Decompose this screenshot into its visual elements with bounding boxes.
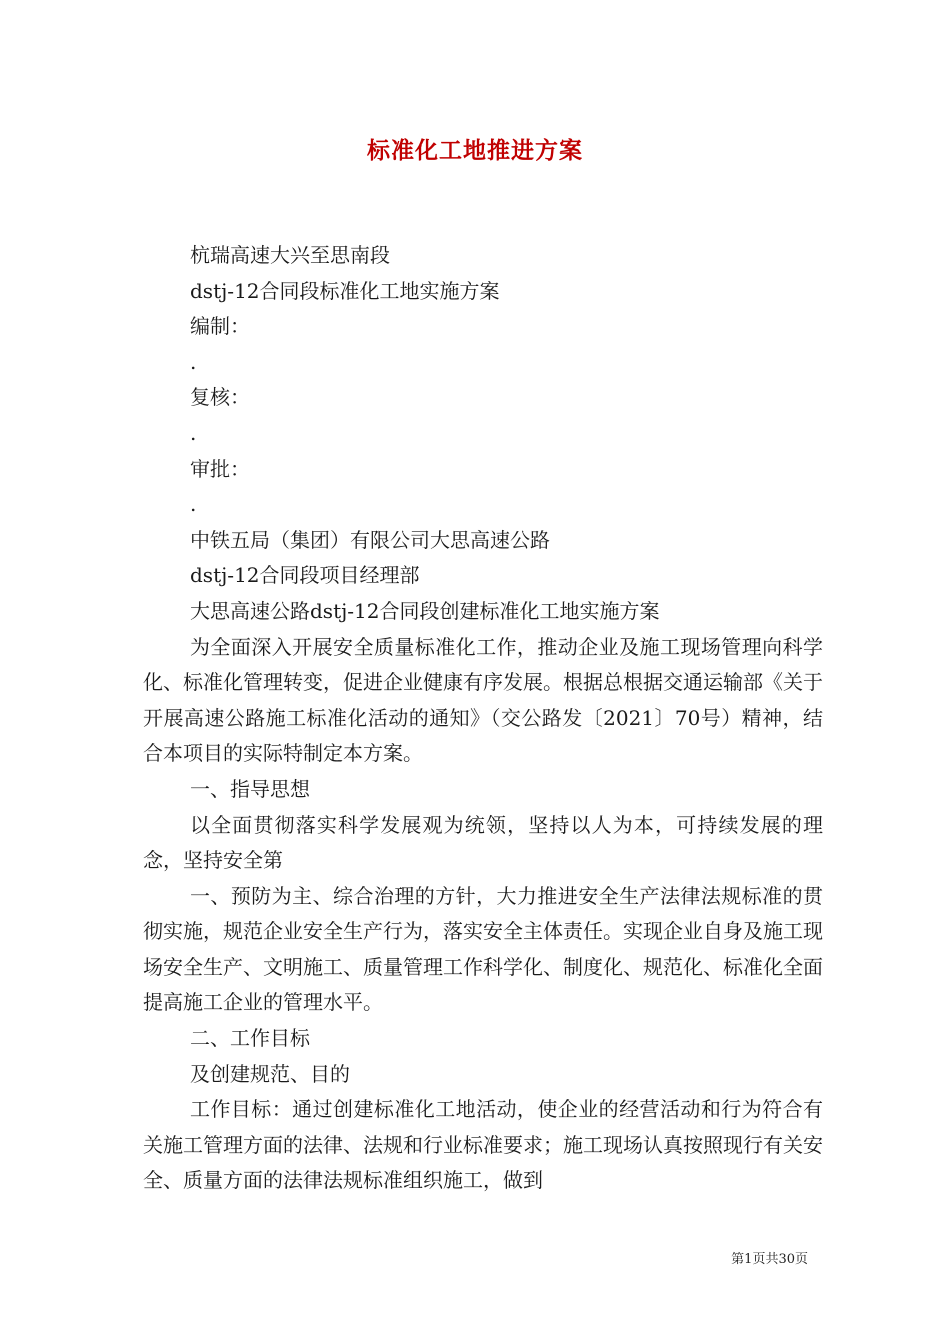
intro-paragraph: 为全面深入开展安全质量标准化工作，推动企业及施工现场管理向科学化、标准化管理转变，促进企业健康有序发展。根据总根据交通运输部《关于开展高速公路施工标准化活动的通知》（交公路发〔2021〕70号）精神，结合本项目的实际特制定本方案。 <box>143 634 823 766</box>
header-line-contract: dstj-12合同段标准化工地实施方案 <box>190 278 500 303</box>
header-line-dot-2: . <box>190 420 197 445</box>
header-line-plan-title: 大思高速公路dstj-12合同段创建标准化工地实施方案 <box>190 598 660 623</box>
header-line-department: dstj-12合同段项目经理部 <box>190 563 420 588</box>
section1-heading: 一、指导思想 <box>190 776 310 801</box>
header-line-dot-1: . <box>190 349 197 374</box>
header-line-company: 中铁五局（集团）有限公司大思高速公路 <box>190 527 550 552</box>
section1-paragraph-2: 一、预防为主、综合治理的方针，大力推进安全生产法律法规标准的贯彻实施，规范企业安全生产行为，落实安全主体责任。实现企业自身及施工现场安全生产、文明施工、质量管理工作科学化、制度化、规范化、标准化全面提高施工企业的管理水平。 <box>143 883 823 1015</box>
header-line-approved: 审批： <box>190 456 250 481</box>
section2-subheading: 及创建规范、目的 <box>190 1061 350 1086</box>
header-line-dot-3: . <box>190 492 197 517</box>
header-line-compiled: 编制： <box>190 314 250 339</box>
header-line-project: 杭瑞高速大兴至思南段 <box>190 243 390 267</box>
document-title: 标准化工地推进方案 <box>367 137 583 164</box>
section1-paragraph: 以全面贯彻落实科学发展观为统领，坚持以人为本，可持续发展的理念，坚持安全第 <box>143 812 823 873</box>
section2-heading: 二、工作目标 <box>190 1026 310 1051</box>
section2-paragraph: 工作目标：通过创建标准化工地活动，使企业的经营活动和行为符合有关施工管理方面的法律、法规和行业标准要求；施工现场认真按照现行有关安全、质量方面的法律法规标准组织施工，做到 <box>143 1097 823 1193</box>
page-number: 第1页共30页 <box>731 1252 808 1267</box>
document-body <box>143 238 823 1199</box>
header-line-reviewed: 复核： <box>190 385 250 410</box>
